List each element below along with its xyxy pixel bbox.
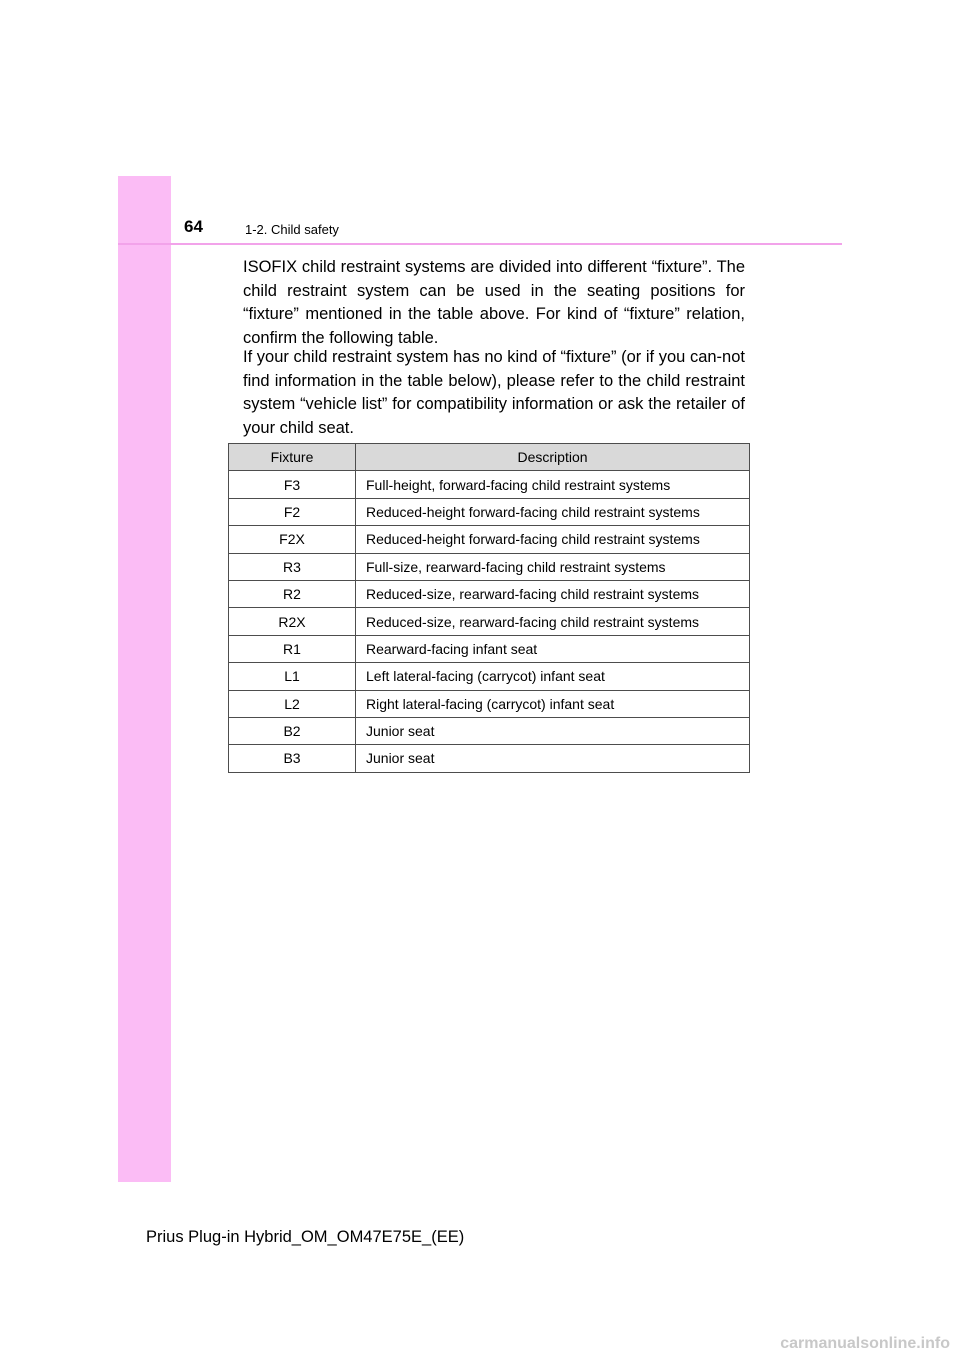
table-row <box>229 635 750 662</box>
table-row <box>229 580 750 607</box>
description-cell: Junior seat <box>356 717 750 744</box>
table-row <box>229 471 750 498</box>
intro-paragraph: ISOFIX child restraint systems are divided into different “fixture”. The child restraint system can be used in the seating positions for “fixture” mentioned in the table above. For kind of “fixture” relation, confirm the following table. <box>243 258 745 347</box>
table-row <box>229 745 750 772</box>
description-cell: Reduced-size, rearward-facing child restraint systems <box>356 608 750 635</box>
watermark: carmanualsonline.info <box>780 1335 950 1352</box>
table-row <box>229 663 750 690</box>
fixture-cell: L2 <box>229 690 356 717</box>
description-cell: Full-height, forward-facing child restraint systems <box>356 471 750 498</box>
column-header-description: Description <box>356 444 750 471</box>
fixture-cell: B3 <box>229 745 356 772</box>
fixture-cell: L1 <box>229 663 356 690</box>
description-cell: Reduced-height forward-facing child restraint systems <box>356 498 750 525</box>
fixture-cell: F2 <box>229 498 356 525</box>
description-cell: Reduced-size, rearward-facing child restraint systems <box>356 580 750 607</box>
description-cell: Junior seat <box>356 745 750 772</box>
page-number: 64 <box>184 217 203 236</box>
fixture-cell: R2 <box>229 580 356 607</box>
fixture-cell: F2X <box>229 526 356 553</box>
description-cell: Left lateral-facing (carrycot) infant seat <box>356 663 750 690</box>
section-title: 1-2. Child safety <box>245 222 339 237</box>
table-row <box>229 553 750 580</box>
section-side-tab <box>118 176 171 1182</box>
fixture-cell: R2X <box>229 608 356 635</box>
compatibility-paragraph: If your child restraint system has no kind of “fixture” (or if you can-not find information in the table below), please refer to the child restraint system “vehicle list” for compatibility information or ask the retailer of your child seat. <box>243 348 745 437</box>
fixture-cell: R3 <box>229 553 356 580</box>
table-row <box>229 608 750 635</box>
fixture-cell: B2 <box>229 717 356 744</box>
table-header-row <box>229 444 750 471</box>
header-rule <box>118 243 842 245</box>
description-cell: Rearward-facing infant seat <box>356 635 750 662</box>
fixture-cell: R1 <box>229 635 356 662</box>
document-id-footer: Prius Plug-in Hybrid_OM_OM47E75E_(EE) <box>146 1228 465 1246</box>
table-row <box>229 690 750 717</box>
column-header-fixture: Fixture <box>229 444 356 471</box>
description-cell: Reduced-height forward-facing child restraint systems <box>356 526 750 553</box>
description-cell: Full-size, rearward-facing child restraint systems <box>356 553 750 580</box>
table-row <box>229 717 750 744</box>
table-row <box>229 526 750 553</box>
description-cell: Right lateral-facing (carrycot) infant seat <box>356 690 750 717</box>
fixture-table <box>228 443 750 773</box>
fixture-cell: F3 <box>229 471 356 498</box>
table-row <box>229 498 750 525</box>
